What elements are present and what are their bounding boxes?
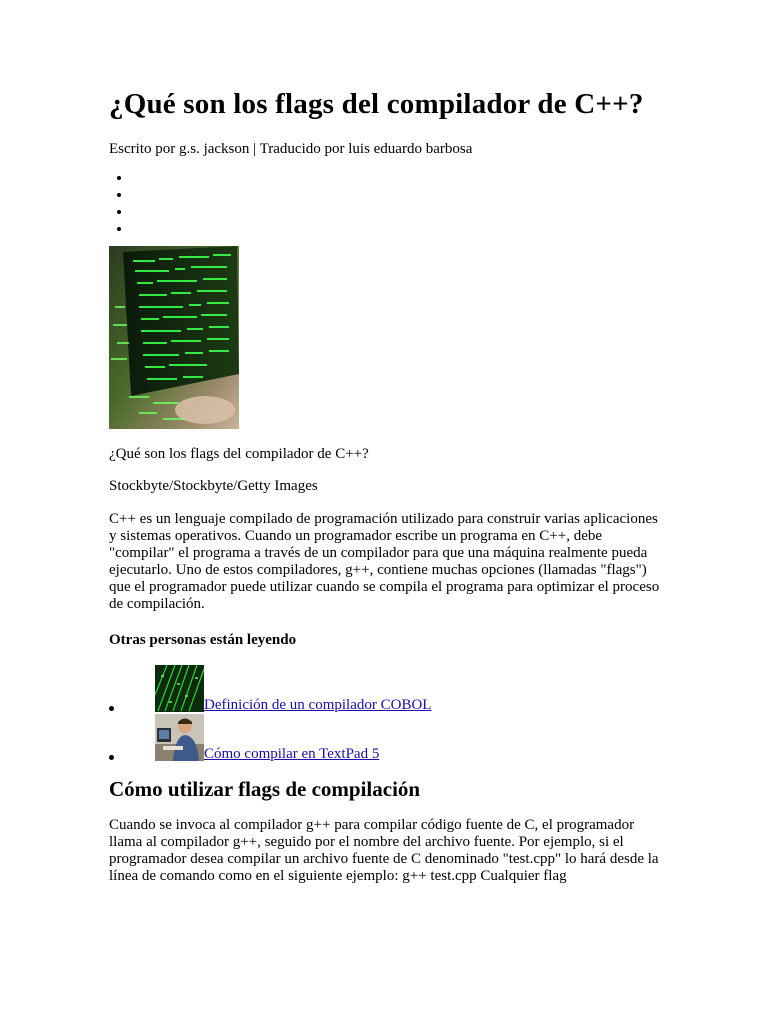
share-item[interactable] [132, 221, 669, 238]
share-item[interactable] [132, 204, 669, 221]
section-text: Cuando se invoca al compilador g++ para compilar código fuente de C, el programador llama al compilador g++, seguido por el nombre del archivo fuente. Por ejemplo, si el programador desea compilar un archivo fuente de C denominado "test.cpp" lo hará desde la línea de comando como en el siguiente ejemplo: g++ test.cpp Cualquier flag [109, 817, 659, 884]
hero-image-code-screen [109, 246, 239, 429]
image-credit: Stockbyte/Stockbyte/Getty Images [109, 478, 318, 494]
article-intro: C++ es un lenguaje compilado de programación utilizado para construir varias aplicaciones y sistemas operativos. Cuando un programador escribe un programa en C++, debe "compilar" el programa a través de un compilador para que una máquina realmente pueda ejecutarlo. Uno de estos compiladores, g++, contiene muchas opciones (llamadas "flags") que el programador puede utilizar cuando se compila el programa para optimizar el proceso de compilación. [109, 511, 660, 612]
image-caption: ¿Qué son los flags del compilador de C++? [109, 446, 369, 462]
bullet-dot [109, 706, 114, 711]
related-link-textpad[interactable]: Cómo compilar en TextPad 5 [204, 746, 380, 762]
article-byline: Escrito por g.s. jackson | Traducido por luis eduardo barbosa [109, 141, 473, 157]
green-code-matrix-thumbnail[interactable] [155, 665, 204, 712]
article-title: ¿Qué son los flags del compilador de C++? [109, 88, 644, 120]
related-item[interactable] [132, 714, 669, 763]
share-item[interactable] [132, 187, 669, 204]
person-at-computer-thumbnail[interactable] [155, 714, 204, 761]
section-heading: Cómo utilizar flags de compilación [109, 777, 421, 801]
document-page [109, 88, 669, 885]
related-item[interactable] [132, 665, 669, 714]
share-item[interactable] [132, 170, 669, 187]
share-list [109, 170, 669, 238]
bullet-dot [109, 755, 114, 760]
related-list [109, 665, 669, 763]
related-heading: Otras personas están leyendo [109, 632, 297, 648]
related-link-cobol[interactable]: Definición de un compilador COBOL [204, 697, 432, 713]
